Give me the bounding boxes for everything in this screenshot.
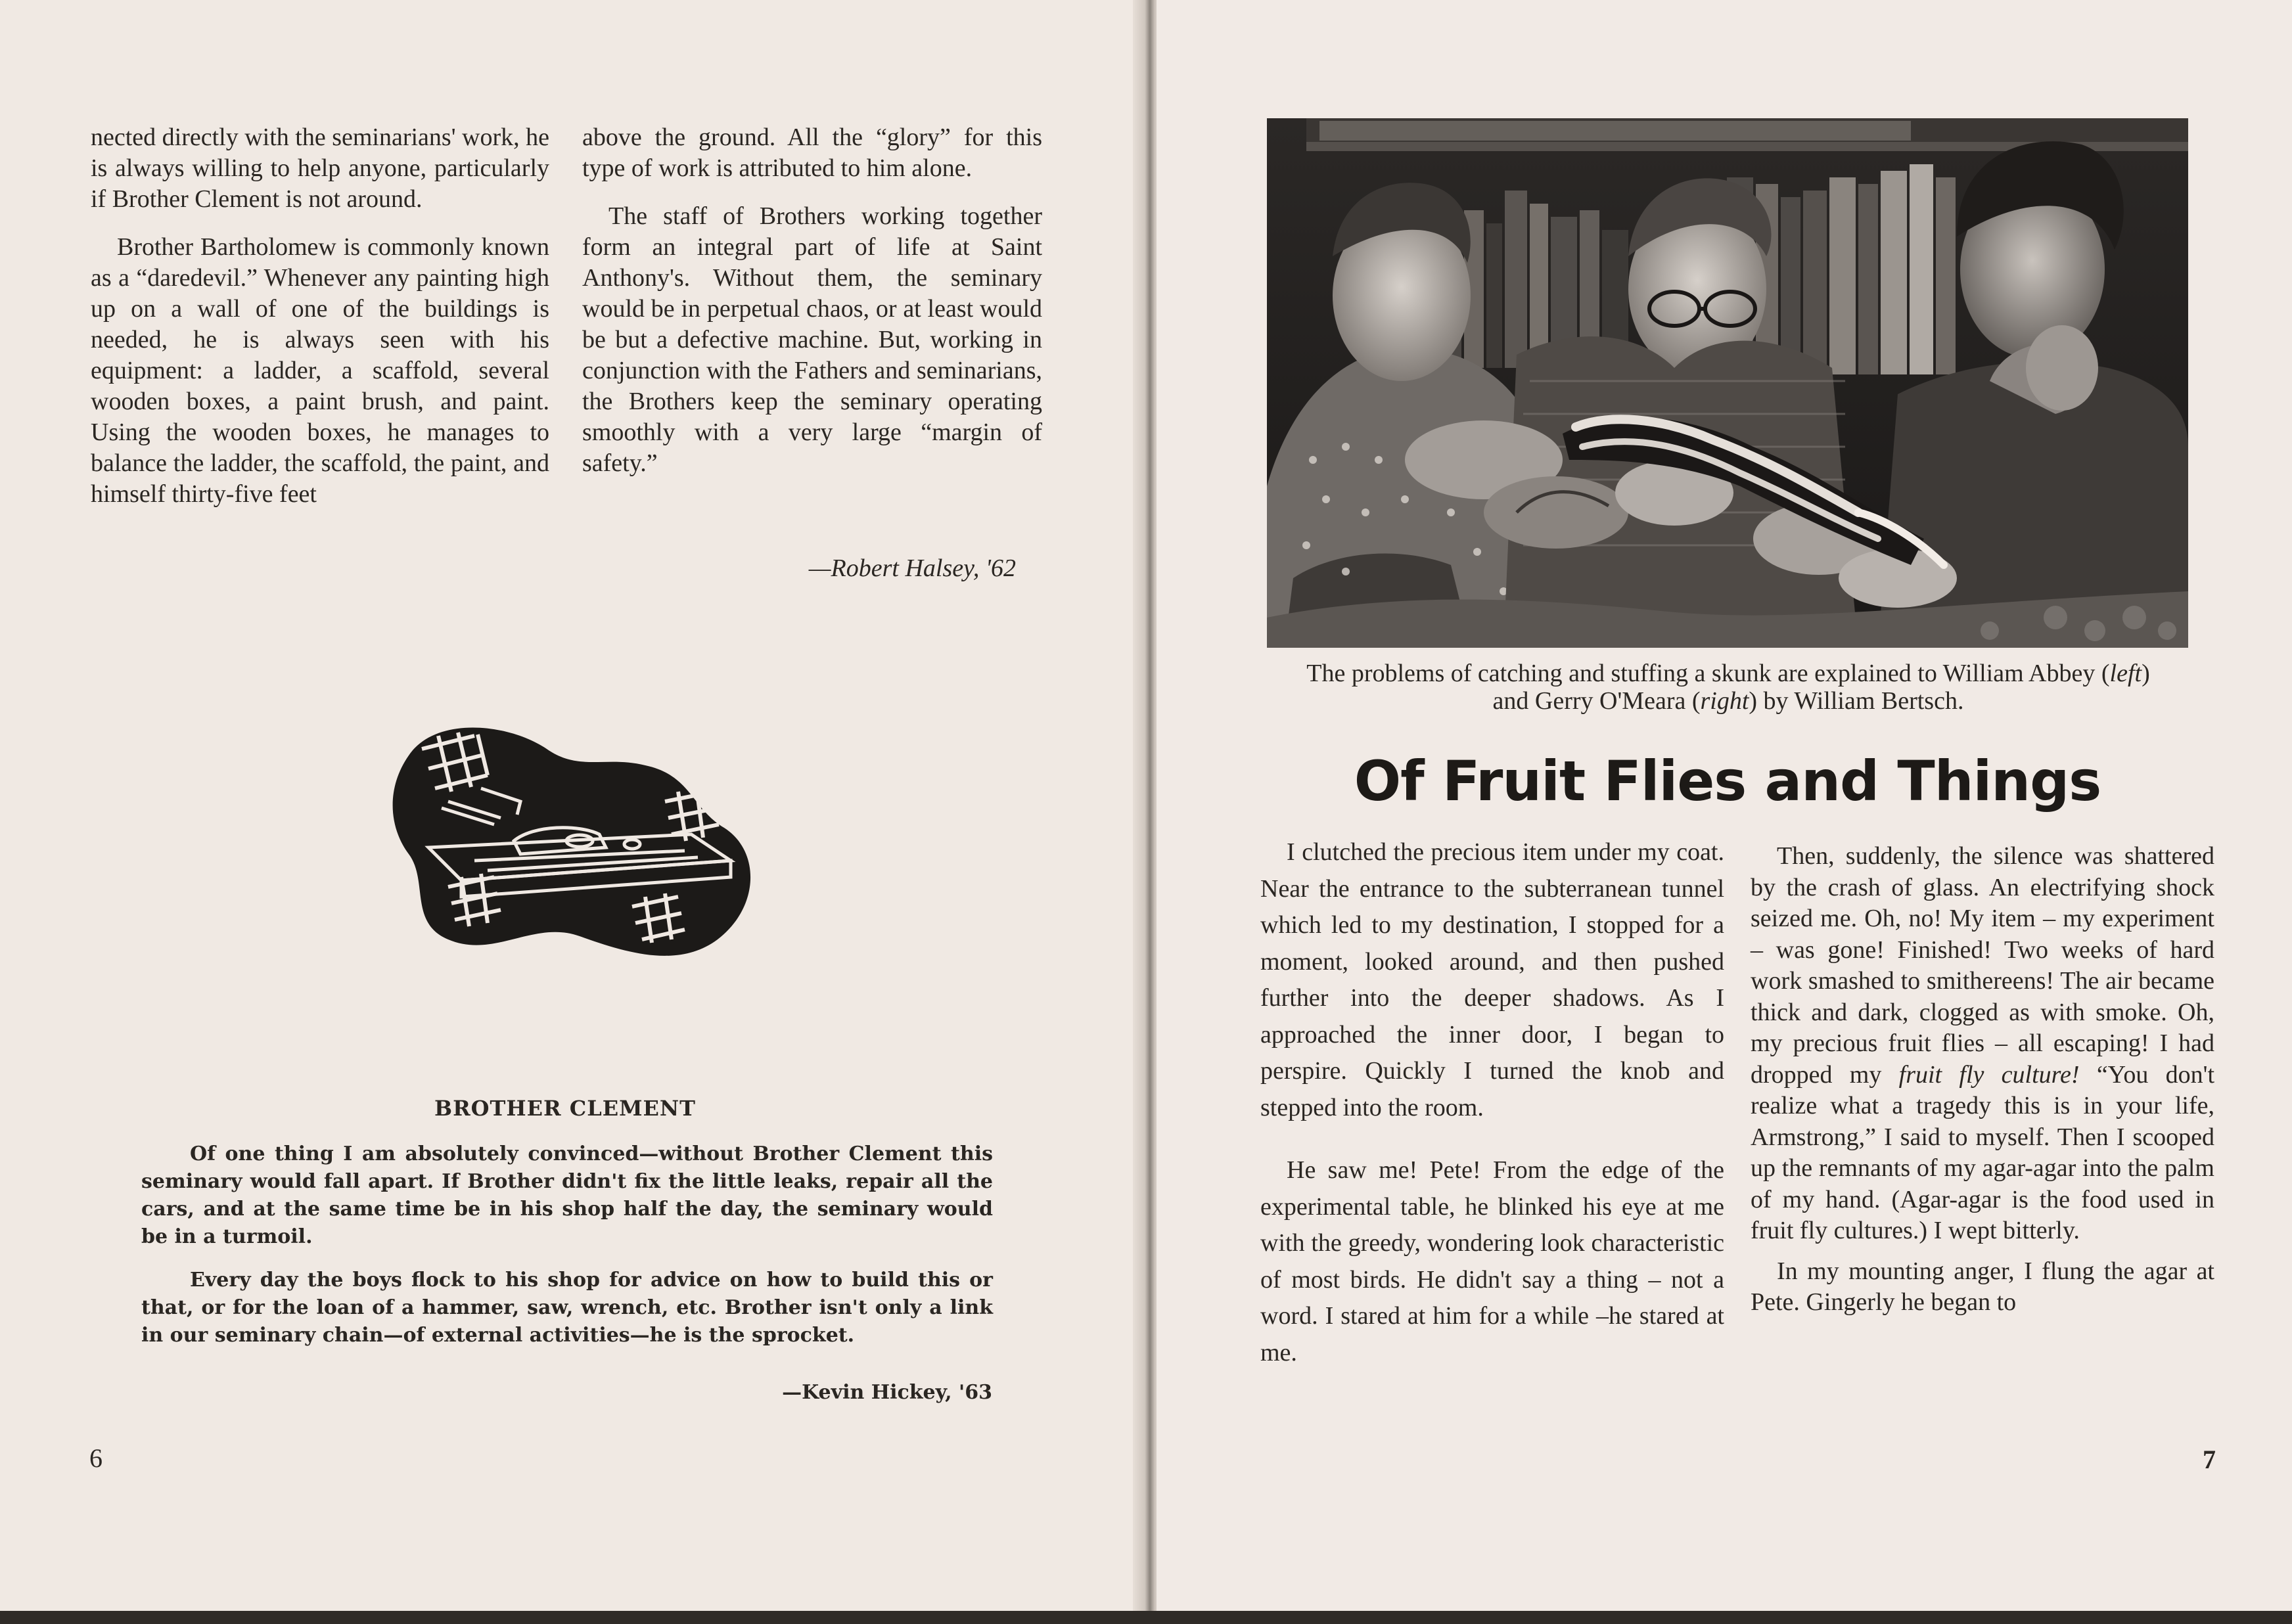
- right-column-1: [1260, 834, 1724, 1397]
- paragraph: The staff of Brothers working together form an integral part of life at Saint Anthony's. Without them, the seminary would be in perpetual chaos, or at least would be but a defective machine. But, working in conjunction with the Fathers and seminarians, the Brothers keep the seminary operating smoothly with a very large “margin of safety.”: [582, 202, 1042, 477]
- article-title: Of Fruit Flies and Things: [1354, 749, 2101, 813]
- bottom-edge: [0, 1611, 2292, 1624]
- tools-emblem-illustration: [382, 710, 762, 963]
- paragraph: He saw me! Pete! From the edge of the experimental table, he blinked his eye at me with the greedy, wondering look characteristic of most birds. He didn't say a thing – not a word. I stared at him for a while –he stared at me.: [1260, 1156, 1724, 1366]
- paragraph-text: “You don't realize what a tragedy this is in your life, Armstrong,” I said to myself. Then I scooped up the remnants of my agar-agar into the palm of my hand. (Agar-agar is the food used in fruit fly cultures.) I wept bitterly.: [1751, 1060, 2215, 1244]
- photo-caption: [1288, 660, 2168, 715]
- left-page: [0, 0, 1143, 1624]
- byline-kevin-hickey: —Kevin Hickey, '63: [782, 1381, 992, 1404]
- paragraph: Brother Bartholomew is commonly known as a “daredevil.” Whenever any painting high up on a wall of one of the buildings is needed, he is always seen with his equipment: a ladder, a scaffold, several wooden boxes, a paint brush, and paint. Using the wooden boxes, he manages to balance the ladder, the scaffold, the paint, and himself thirty-five feet: [91, 233, 549, 508]
- caption-italic: right: [1700, 687, 1749, 715]
- right-column-2: [1751, 841, 2214, 1328]
- brother-clement-heading: BROTHER CLEMENT: [434, 1096, 696, 1121]
- caption-text: ) and Gerry O'Meara (: [1492, 660, 2150, 715]
- page-number-left: 6: [89, 1443, 103, 1473]
- paragraph-text: Then, suddenly, the silence was shattered by the crash of glass. An electrifying shock seized me. Oh, no! My item – my experiment – was gone! Finished! Two weeks of hard work smashed to smithereens! The air became thick and dark, clogged as with smoke. Oh, my precious fruit flies – all escaping! I had dropped my: [1751, 842, 2214, 1089]
- page-number-right: 7: [2203, 1445, 2216, 1474]
- skunk-photo: [1267, 118, 2188, 648]
- left-column-2: [582, 122, 1042, 496]
- left-column-1: [91, 122, 549, 527]
- paragraph: In my mounting anger, I flung the agar at Pete. Gingerly he began to: [1751, 1257, 2214, 1316]
- paragraph: Every day the boys flock to his shop for advice on how to build this or that, or for the loan of a hammer, saw, wrench, etc. Brother isn't only a link in our seminary chain—of external activities—he is the sprocket.: [141, 1269, 993, 1347]
- paragraph: Of one thing I am absolutely convinced—without Brother Clement this seminary would fall apart. If Brother didn't fix the little leaks, repair all the cars, and at the same time be in his shop half the day, the seminary would be in a turmoil.: [141, 1142, 993, 1248]
- paragraph: above the ground. All the “glory” for this type of work is attributed to him alone.: [582, 124, 1042, 182]
- caption-italic: left: [2109, 660, 2142, 687]
- byline-robert-halsey: —Robert Halsey, '62: [808, 554, 1016, 582]
- paragraph: nected directly with the seminarians' work, he is always willing to help anyone, particularly if Brother Clement is not around.: [91, 124, 550, 213]
- italic-phrase: fruit fly culture!: [1898, 1060, 2080, 1089]
- paragraph: I clutched the precious item under my coat. Near the entrance to the subterranean tunnel which led to my destination, I stopped for a moment, looked around, and then pushed further into the deeper shadows. As I approached the inner door, I began to perspire. Quickly I turned the knob and stepped into the room.: [1260, 838, 1724, 1121]
- paragraph: [1751, 841, 2214, 1247]
- brother-clement-body: [141, 1140, 993, 1365]
- caption-text: ) by William Bertsch.: [1749, 687, 1964, 715]
- caption-text: The problems of catching and stuffing a skunk are explained to William Abbey (: [1306, 660, 2110, 687]
